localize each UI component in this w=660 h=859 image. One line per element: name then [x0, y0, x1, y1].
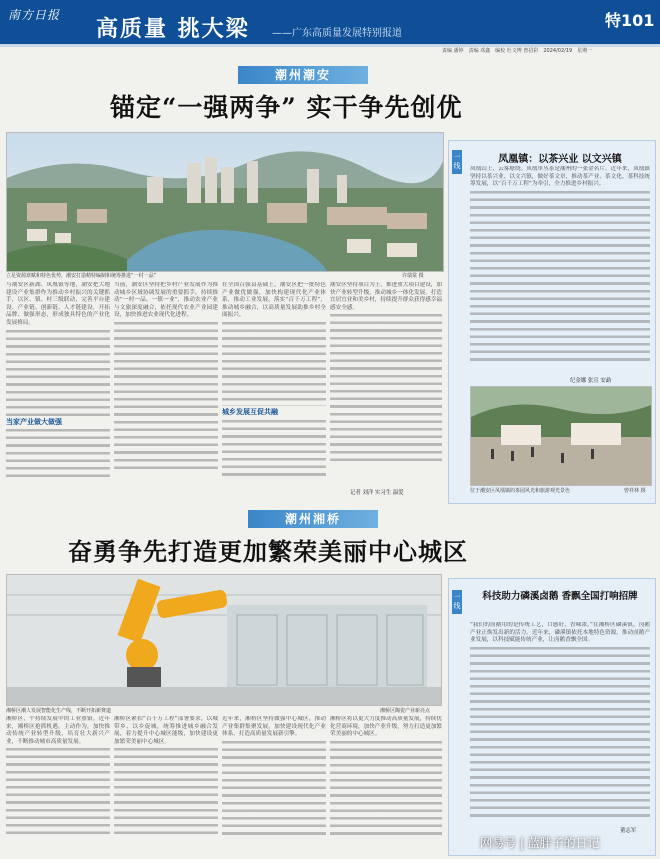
body-text-lines: [330, 314, 442, 464]
body-text-lines: [330, 741, 442, 837]
body-text-lines: [6, 748, 110, 838]
sidebar1-text: 凤凰山上，云雾缭绕。凤凰单丛茶是潮州的一张金名片。近年来，凤凰镇坚持以茶兴业、以文兴镇，做好茶文章，推动茶产业、茶文化、茶科技统筹发展，以“百千万工程”为牵引，全力推进乡村振兴。: [470, 166, 650, 188]
story1-byline: 记者 刘洋 实习生 温爱: [350, 490, 404, 496]
story2-col1-text: 湘桥区，个持续发展中的工业重镇。近年来，湘桥区抢抓机遇，主动作为，加快推动传统产业转型升级，培育壮大新兴产业，不断推动城市高质量发展。: [6, 716, 110, 745]
sidebar1-title: 凤凰镇：以茶兴业 以文兴镇: [498, 154, 622, 165]
newspaper-logo: 南方日报: [8, 8, 61, 22]
editor-meta-line: 责编 潘婷 责编 邓鑫 编校 杜文博 曾招彩 2024/02/19 星期一: [442, 48, 593, 54]
masthead-title: 高质量 挑大梁: [96, 17, 250, 42]
body-text-lines: [114, 322, 218, 472]
story2-headline: 奋勇争先打造更加繁荣美丽中心城区: [68, 537, 468, 566]
sidebar1-tea-village-photo: [470, 386, 652, 486]
section-label-chaoan: 潮州潮安: [238, 66, 368, 84]
story2-column-1: [6, 716, 110, 852]
sidebar1-photo-caption: 位于潮安区凤凰镇的茶园风光和旅游观光景色: [470, 488, 571, 494]
body-text-lines: [222, 322, 326, 406]
story2-column-3: [222, 716, 326, 852]
body-text-lines: [114, 748, 218, 838]
sidebar2-title: 科技助力磷溪卤鹅 香飘全国打响招牌: [482, 591, 638, 602]
masthead-subtitle: ——广东高质量发展特别报道: [272, 28, 402, 39]
story1-column-1: [6, 282, 110, 482]
sidebar1-byline: 纪金娜 张宣 安勐: [570, 378, 612, 384]
story2-col2-text: 湘桥区紧扣“百千万工程”部署要求，以城带乡、以乡促城，统筹推进城乡融合发展，着力提升中心城区能级，加快建设更加繁荣美丽中心城区。: [114, 716, 218, 745]
story1-city-photo: [6, 132, 444, 272]
story2-column-4: [330, 716, 442, 852]
section-label-xiangqiao: 潮州湘桥: [248, 510, 378, 528]
story1-col2-text: 当前，潮安区坚持把乡村产业发展作为推动城乡区域协调发展的重要抓手，持续推动“一村一品、一镇一业”，推动农业产业与文旅深度融合，依托现代农业产业园建设，加快推进农业现代化进程。: [114, 282, 218, 319]
story2-photo-caption-left: 湘桥区潮人发展智能化生产线，不断开拓新赛道: [6, 708, 112, 714]
story1-subhead-1: 当家产业做大做强: [6, 417, 62, 426]
story2-factory-photo: [6, 574, 442, 706]
story1-col3-text: 在全国百强县基础上，潮安区把一批特色产业做优做强，加快构建现代化产业体系，推动工业发展，落实“百千万工程”，推动城乡融合，以高质量发展助推乡村全面振兴。: [222, 282, 326, 319]
story1-column-3: [222, 282, 326, 482]
body-text-lines: [222, 741, 326, 837]
sidebar2-body: [470, 622, 650, 822]
story2-column-2: [114, 716, 218, 852]
sidebar2-tag: 一线: [452, 590, 462, 614]
story1-photo-credit: 许瑞棠 摄: [402, 273, 424, 279]
page-number: 特101: [605, 11, 655, 30]
sidebar1-body: [470, 166, 650, 372]
body-text-lines: [470, 191, 650, 361]
story1-col4-text: 潮安区坚持项目为王，推进重大项目建设，加快产业转型升级，推动城乡一体化发展，打造宜居宜业和美乡村，持续提升群众获得感幸福感安全感。: [330, 282, 442, 311]
body-text-lines: [6, 429, 110, 482]
sidebar1-photo-credit: 曾祥林 摄: [624, 488, 646, 494]
watermark: 网易号 | 蓝胖子的日记: [480, 836, 600, 850]
story1-column-2: [114, 282, 218, 482]
story1-col1-text: 与潮安区新湖、凤凰镇等地，潮安把大地建设产业集群作为推动乡村振兴的关键抓手，以区、镇、村三级联动，完善平台建设、产业链、创新链、人才链建设，开拓品牌、做强形态，形成独具特色的产业化发展格局。: [6, 282, 110, 326]
story1-subhead-2: 城乡发展互促共融: [222, 407, 278, 416]
story1-headline: 锚定“一强两争” 实干争先创优: [110, 93, 463, 122]
body-text-lines: [470, 647, 650, 817]
body-text-lines: [6, 330, 110, 416]
story2-col3-text: 近年来，湘桥区坚持做强中心城区，推动产业集群集聚发展，加快建设现代化产业体系，打造高质量发展新引擎。: [222, 716, 326, 738]
sidebar2-text: “我们的卤鹅用的是传统工艺，口感好，香味浓。”在湘桥区磷溪镇，卤鹅产业正焕发出新的活力。近年来，磷溪镇依托本地特色资源，推动卤鹅产业发展，以科技赋能传统产业，让卤鹅香飘全国。: [470, 622, 650, 644]
sidebar2-byline: 董志军: [620, 828, 637, 834]
sidebar1-tag: 一线: [452, 150, 462, 174]
body-text-lines: [222, 420, 326, 476]
story2-col4-text: 湘桥区将以更大力度推动高质量发展，持续优化营商环境，加快产业升级，努力打造更加繁荣美丽的中心城区。: [330, 716, 442, 738]
story2-photo-caption-right: 湘桥区陶瓷产业新亮点: [380, 708, 431, 714]
story1-photo-caption: 立足资源禀赋和特色优势，潮安打造精特编制和统筹推进“一村一品”: [6, 273, 157, 279]
story1-column-4: [330, 282, 442, 482]
